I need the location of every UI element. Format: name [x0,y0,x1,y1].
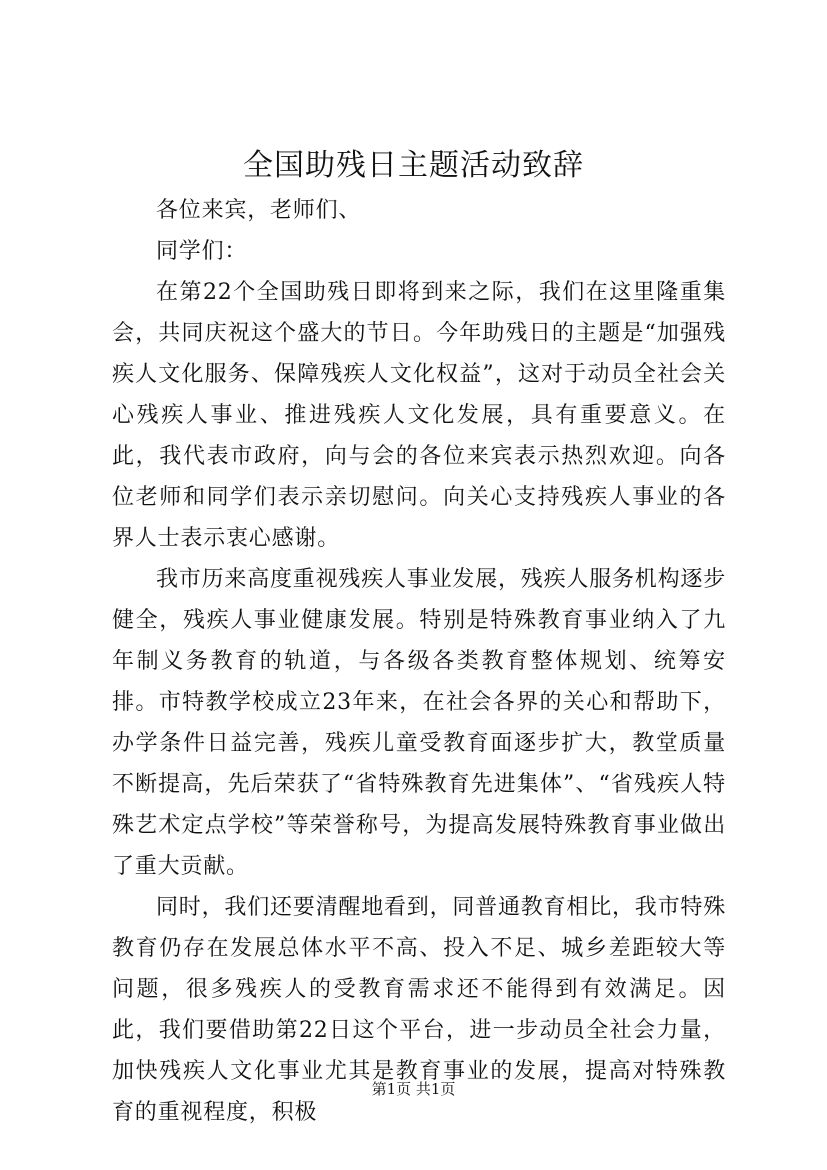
paragraph-3: 同时，我们还要清醒地看到，同普通教育相比，我市特殊教育仍存在发展总体水平不高、投入不足、城乡差距较大等问题，很多残疾人的受教育需求还不能得到有效满足。因此，我们要借助第22日这个平台，进一步动员全社会力量，加快残疾人文化事业尤其是教育事业的发展，提高对特殊教育的重视程度，积极 [112,895,727,1125]
page-footer: 第1页 共1页 [371,1080,456,1098]
paragraph-1: 在第22个全国助残日即将到来之际，我们在这里隆重集会，共同庆祝这个盛大的节日。今年助残日的主题是“加强残疾人文化服务、保障残疾人文化权益”，这对于动员全社会关心残疾人事业、推进残疾人文化发展，具有重要意义。在此，我代表市政府，向与会的各位来宾表示热烈欢迎。向各位老师和同学们表示亲切慰问。向关心支持残疾人事业的各界人士表示衷心感谢。 [112,280,726,551]
greeting-line-2: 同学们： [156,239,248,264]
greeting-line-1: 各位来宾，老师们、 [156,198,362,223]
document-body [112,190,726,1133]
paragraph-2: 我市历来高度重视残疾人事业发展，残疾人服务机构逐步健全，残疾人事业健康发展。特别是特殊教育事业纳入了九年制义务教育的轨道，与各级各类教育整体规划、统筹安排。市特教学校成立23年来，在社会各界的关心和帮助下，办学条件日益完善，残疾儿童受教育面逐步扩大，教堂质量不断提高，先后荣获了“省特殊教育先进集体”、“省残疾人特殊艺术定点学校”等荣誉称号，为提高发展特殊教育事业做出了重大贡献。 [112,567,727,879]
document-title: 全国助残日主题活动致辞 [243,148,584,183]
